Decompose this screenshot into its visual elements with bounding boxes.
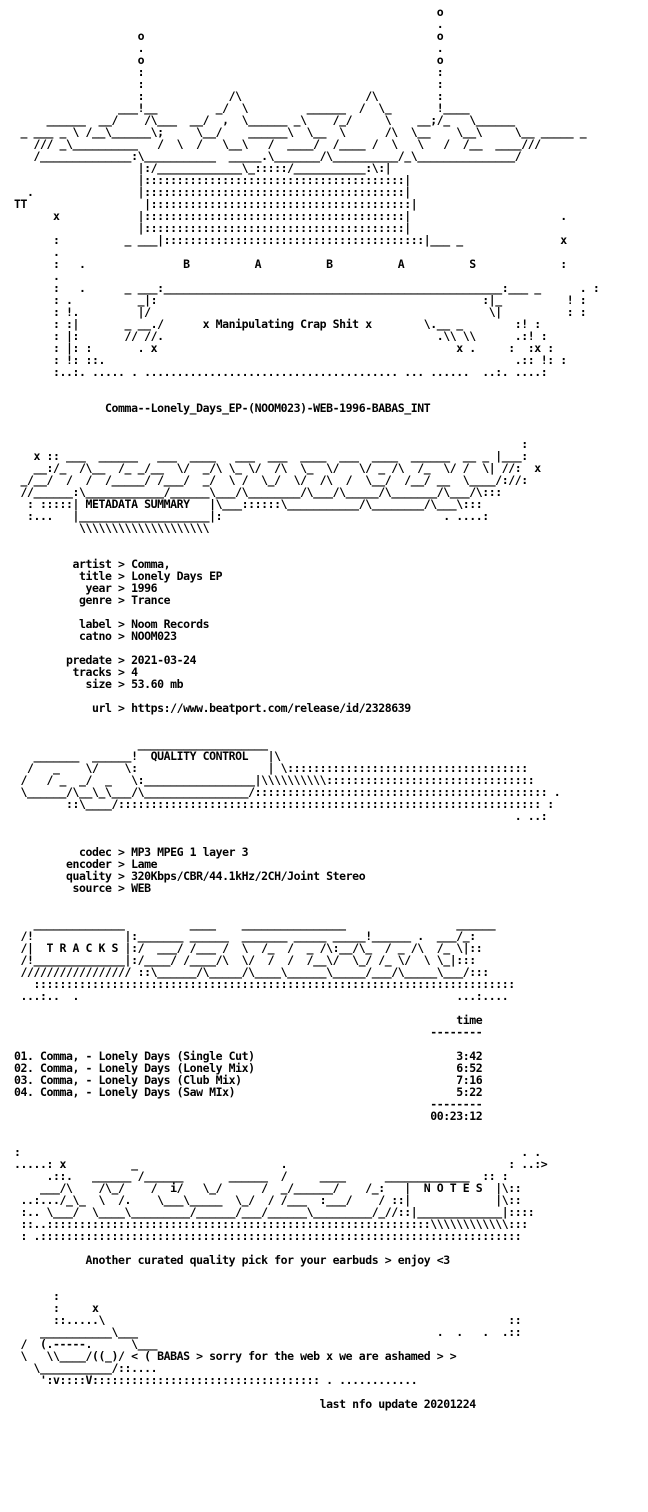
spacer xyxy=(14,1278,599,1290)
header-ascii-art: TT |::::::::::::::::::::::::::::::::::::::::| xyxy=(14,197,418,211)
metadata-ascii-banner: __:/_ /\__ /_ _/__ \/ _/\ \_ \/ /\ \_ \/ \/ _ /\ /_ \/ / \| //: x xyxy=(14,461,541,475)
header-ascii-art: . . xyxy=(14,41,444,55)
tracklist-total: 00:23:12 xyxy=(14,1109,483,1123)
metadata-row: predate > 2021-03-24 xyxy=(14,653,197,667)
header-ascii-art: : . B A B A S : xyxy=(14,257,567,271)
footer-ascii-art: ':v::::V::::::::::::::::::::::::::::::::::: . ............ xyxy=(14,1373,418,1387)
notes-text: Another curated quality pick for your earbuds > enjoy <3 xyxy=(14,1253,450,1267)
quality-ascii-banner: \______/\__\_\___/\________________/::::::::::::::::::::::::::::::::::::::::::::: . xyxy=(14,785,561,799)
header-ascii-art: /// _\__________ / \ / \__\ / ____/ /____ / \ \ / /__ ____/// xyxy=(14,137,541,151)
quality-row: codec > MP3 MPEG 1 layer 3 xyxy=(14,845,249,859)
footer-ascii-art: : xyxy=(14,1289,60,1303)
spacer xyxy=(14,1266,599,1278)
footer-ascii-art: / (.-----. \___ xyxy=(14,1337,158,1351)
header-ascii-art: |::::::::::::::::::::::::::::::::::::::::| xyxy=(14,221,411,235)
track-row: 01. Comma, - Lonely Days (Single Cut) 3:42 xyxy=(14,1049,483,1063)
footer-ascii-art: \___________/::.... xyxy=(14,1361,158,1375)
tracklist-separator: -------- xyxy=(14,1025,483,1039)
notes-ascii-banner: :.. \___/ \____\_________/______/___/______\_________/_//::|_____________|:::: xyxy=(14,1205,535,1219)
track-row: 02. Comma, - Lonely Days (Lonely Mix) 6:52 xyxy=(14,1061,483,1075)
quality-ascii-banner: / / _ _/ _ \:_________________|\\\\\\\\\\:::::::::::::::::::::::::::::::: xyxy=(14,773,535,787)
header-ascii-art: |:/_____________\_:::::/___________:\:| xyxy=(14,161,392,175)
metadata-ascii-banner: : :::::| METADATA SUMMARY |\___::::::\___________/\________/\___\::: xyxy=(14,497,483,511)
header-ascii-art: _ ___ _ \ /__\______\; \__/ ______\ \__ \ /\ \__ \__\ \__ _____ _ xyxy=(14,125,587,139)
quality-ascii-banner: _______ ______! QUALITY CONTROL |\ xyxy=(14,749,281,763)
metadata-ascii-banner: \\\\\\\\\\\\\\\\\\\\ xyxy=(14,521,210,535)
header-ascii-art: : !. |/ \| : : xyxy=(14,305,587,319)
notes-ascii-banner: .::. ______ /______ ______ / ____ _____________ :: : xyxy=(14,1169,509,1183)
tracks-ascii-banner: /| T R A C K S |:/ ___/ /___ / \ /_ / _ /\:__/\_ / _ /\ /_ \|:: xyxy=(14,941,483,955)
header-ascii-art: . xyxy=(14,17,444,31)
header-ascii-art: ___!__ _/ \ ______ / \_ !____ xyxy=(14,101,470,115)
header-ascii-art: :..:. ..... . ....................................... ... ...... ..:. ....: xyxy=(14,365,548,379)
notes-ascii-banner: ..:.../_\_ \ /. \___\_____ \_/ / /___ :___/ / ::| |\:: xyxy=(14,1193,522,1207)
metadata-row: genre > Trance xyxy=(14,593,171,607)
quality-ascii-banner: ::\____/::::::::::::::::::::::::::::::::::::::::::::::::::::::::::::::::: : xyxy=(14,797,554,811)
quality-row: source > WEB xyxy=(14,881,151,895)
nfo-document xyxy=(14,6,599,1410)
tracklist-time-header: time xyxy=(14,1013,483,1027)
tracklist-separator: -------- xyxy=(14,1097,483,1111)
spacer xyxy=(14,822,599,834)
metadata-row: catno > NOOM023 xyxy=(14,629,177,643)
metadata-row: tracks > 4 xyxy=(14,665,138,679)
tracks-ascii-banner: /! |:_______ ______ _______ _____ _____!______ . ___/_: xyxy=(14,929,476,943)
metadata-ascii-banner: :... |____________________|: . ....: xyxy=(14,509,489,523)
header-ascii-art: : _ ___|::::::::::::::::::::::::::::::::::::::::|___ _ x xyxy=(14,233,567,247)
header-ascii-art: o o xyxy=(14,29,444,43)
tracks-ascii-banner: :::::::::::::::::::::::::::::::::::::::::::::::::::::::::::::::::::::::::: xyxy=(14,977,515,991)
header-ascii-art: : . _|: :|_ ! : xyxy=(14,293,587,307)
spacer xyxy=(14,1122,599,1134)
track-row: 04. Comma, - Lonely Days (Saw MIx) 5:22 xyxy=(14,1085,483,1099)
header-ascii-art: |::::::::::::::::::::::::::::::::::::::::| xyxy=(14,173,411,187)
header-ascii-art: : : xyxy=(14,65,444,79)
header-ascii-art: : !: ::. .:: !: : xyxy=(14,353,567,367)
quality-ascii-banner: / _ \/ \: | \::::::::::::::::::::::::::::::::::::: xyxy=(14,761,528,775)
metadata-ascii-banner: //______:\____________/______\___/\________/\___/\_____/\_______/\___/\::: xyxy=(14,485,502,499)
footer-ascii-art: ___________\___ . . . .:: xyxy=(14,1325,522,1339)
metadata-ascii-banner: : xyxy=(14,437,528,451)
spacer xyxy=(14,414,599,426)
header-ascii-art: : /\ /\ : xyxy=(14,89,444,103)
metadata-ascii-banner: _/__/ / / /_____/ /___/ _/ \ / \_/ \/ /\ / \__/ /__/ __ \____/://: xyxy=(14,473,528,487)
header-ascii-art: x |::::::::::::::::::::::::::::::::::::::::| . xyxy=(14,209,567,223)
header-ascii-art: . |::::::::::::::::::::::::::::::::::::::::| xyxy=(14,185,411,199)
spacer xyxy=(14,378,599,390)
metadata-row: title > Lonely Days EP xyxy=(14,569,223,583)
spacer xyxy=(14,534,599,546)
header-ascii-art: : : xyxy=(14,77,444,91)
header-ascii-art: . xyxy=(14,245,60,259)
notes-ascii-banner: : .:::::::::::::::::::::::::::::::::::::::::::::::::::::::::::::::::::::::::: xyxy=(14,1229,522,1243)
header-ascii-art: ______ __/ /\___ __/ , \______ _\ /_/ \ __;/_ \______ xyxy=(14,113,515,127)
notes-ascii-banner: ::..:::::::::::::::::::::::::::::::::::::::::::::::::::::::::::\\\\\\\\\\\\::: xyxy=(14,1217,528,1231)
header-ascii-art: : . _ ___:____________________________________________________:___ _ . : xyxy=(14,281,600,295)
spacer xyxy=(14,894,599,906)
tracks-ascii-banner: /!______________|:/____/ /____/\ \/ / / /__\/ \_/ /_ \/ \ \_|::: xyxy=(14,953,476,967)
tracks-ascii-banner: ...:.. . ...:.... xyxy=(14,989,509,1003)
metadata-ascii-banner: x :: ___ ______ ___ ____ ___ ___ ____ ___ ____ ______ __ _ |___: xyxy=(14,449,528,463)
notes-ascii-banner: : . . xyxy=(14,1145,541,1159)
notes-ascii-banner: ___/\ /\_/ / i/ \_/ / _/______/ /_: | N O T E S |\:: xyxy=(14,1181,522,1195)
spacer xyxy=(14,714,599,726)
quality-row: quality > 320Kbps/CBR/44.1kHz/2CH/Joint Stereo xyxy=(14,869,366,883)
tracks-ascii-banner: ______________ ____ ________________ ______ xyxy=(14,917,496,931)
quality-ascii-banner: ____________________ xyxy=(14,737,268,751)
header-ascii-art: o xyxy=(14,5,444,19)
track-row: 03. Comma, - Lonely Days (Club Mix) 7:16 xyxy=(14,1073,483,1087)
header-ascii-art: . xyxy=(14,269,60,283)
header-ascii-art: /______________:\___________ _____.\_______/\__________/_\_______________/ xyxy=(14,149,522,163)
footer-tagline: \ \\____/((_)/ < ( BABAS > sorry for the web x we are ashamed > > xyxy=(14,1349,457,1363)
notes-ascii-banner: .....: x _ . : ..:> xyxy=(14,1157,548,1171)
tracks-ascii-banner: ///////////////// ::\______/\_____/\____\______\_____/___/\_____\___/::: xyxy=(14,965,489,979)
header-ascii-art: : |: : . x x . : :x : xyxy=(14,341,554,355)
metadata-row: artist > Comma, xyxy=(14,557,171,571)
quality-row: encoder > Lame xyxy=(14,857,158,871)
header-ascii-art: o o xyxy=(14,53,444,67)
quality-ascii-banner: . ..: xyxy=(14,809,548,823)
header-ascii-art: : |: // //. .\\ \\ .:! : xyxy=(14,329,548,343)
metadata-row: year > 1996 xyxy=(14,581,158,595)
metadata-row: size > 53.60 mb xyxy=(14,677,184,691)
metadata-row: label > Noom Records xyxy=(14,617,210,631)
footer-ascii-art: ::.....\ :: xyxy=(14,1313,522,1327)
header-ascii-art: : :| _ __./ x Manipulating Crap Shit x \.__ _ :! : xyxy=(14,317,541,331)
metadata-row: url > https://www.beatport.com/release/id/2328639 xyxy=(14,701,411,715)
last-update: last nfo update 20201224 xyxy=(14,1397,476,1411)
release-name: Comma--Lonely_Days_EP-(NOOM023)-WEB-1996-BABAS_INT xyxy=(14,401,431,415)
footer-ascii-art: : x xyxy=(14,1301,99,1315)
